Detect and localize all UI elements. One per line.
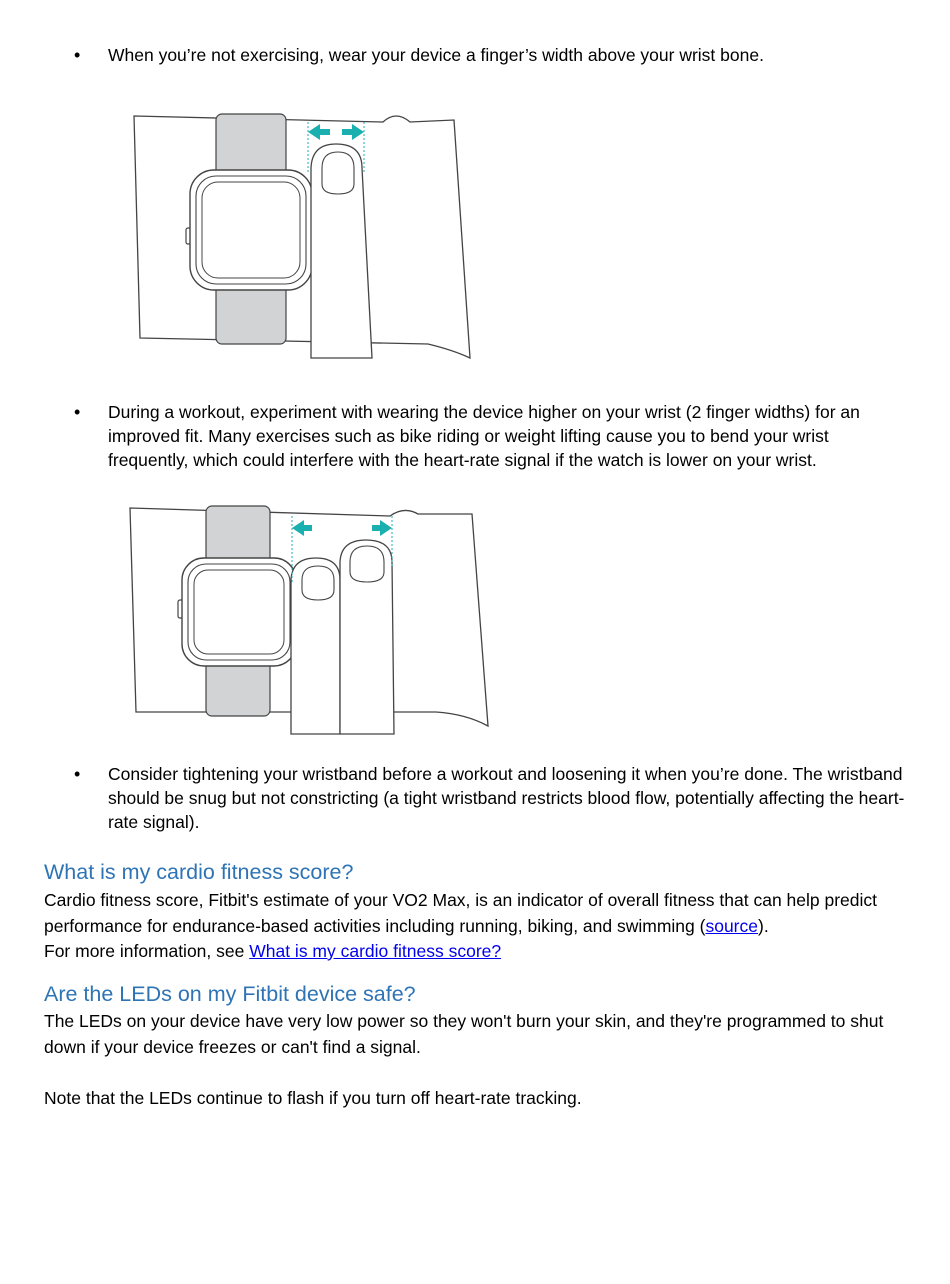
bullet-dot: •: [74, 402, 81, 422]
bullet-text: When you’re not exercising, wear your device a finger’s width above your wrist bone.: [108, 45, 764, 65]
source-link[interactable]: source: [705, 915, 758, 936]
bullet-dot: •: [74, 764, 81, 784]
one-finger-wrist-illustration: [128, 108, 478, 368]
cardio-text-before: Cardio fitness score, Fitbit's estimate of your VO2 Max, is an indicator of overall fitness that can help predict performance for endurance-based activities including running, biking, and swimming (: [44, 890, 878, 936]
cardio-text-after: ).: [758, 915, 769, 936]
cardio-heading: What is my cardio fitness score?: [44, 860, 354, 884]
bullet-text: Consider tightening your wristband before a workout and loosening it when you’re done. The wristband should be snug but not constricting (a tight wristband restricts blood flow, potentially affecting the heart-rate signal).: [108, 764, 905, 832]
two-finger-wrist-illustration: [126, 500, 496, 740]
leds-paragraph-1: The LEDs on your device have very low power so they won't burn your skin, and they're programmed to shut down if your device freezes or can't find a signal.: [44, 1011, 884, 1057]
cardio-score-link[interactable]: What is my cardio fitness score?: [249, 941, 502, 961]
leds-heading: Are the LEDs on my Fitbit device safe?: [44, 982, 416, 1006]
bullet-text: During a workout, experiment with wearing the device higher on your wrist (2 finger widths) for an improved fit. Many exercises such as bike riding or weight lifting cause you to bend your wrist frequently, which could interfere with the heart-rate signal if the watch is lower on your wrist.: [108, 402, 860, 470]
bullet-dot: •: [74, 45, 81, 65]
cardio-paragraph: [44, 888, 904, 965]
more-info-text: For more information, see: [44, 941, 250, 961]
leds-paragraph-2: Note that the LEDs continue to flash if you turn off heart-rate tracking.: [44, 1088, 582, 1108]
